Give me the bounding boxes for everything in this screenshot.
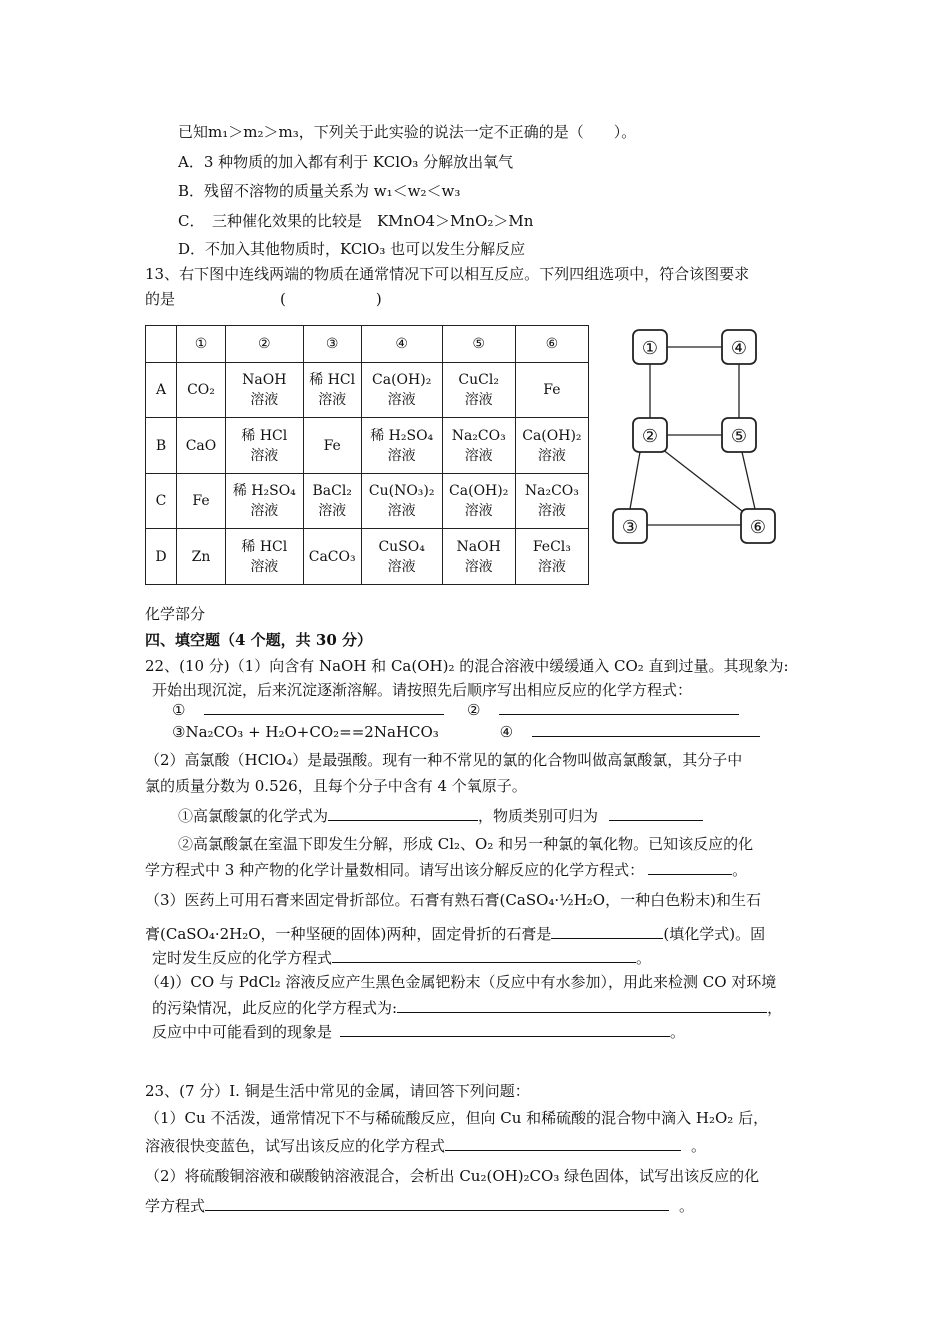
prompt-gypsum: 膏(CaSO₄·2H₂O，一种坚硬的固体)两种，固定骨折的石膏是 <box>145 925 552 943</box>
table-row <box>146 418 589 474</box>
answer-blank-setting-equation[interactable] <box>332 948 636 963</box>
option-cell: Ca(OH)₂ 溶液 <box>361 362 442 418</box>
answer-blank-decomposition[interactable] <box>648 860 732 875</box>
q22-answer-row1 <box>172 700 739 720</box>
prompt-decomposition: 学方程式中 3 种产物的化学计量数相同。请写出该分解反应的化学方程式： <box>145 861 645 879</box>
edge-5-6 <box>742 452 755 509</box>
marker-1: ① <box>172 701 186 719</box>
q22-part4-line2 <box>152 998 782 1018</box>
option-cell: CaO <box>177 418 226 474</box>
row-label: C <box>146 473 177 529</box>
q22-part2-line5 <box>145 860 747 880</box>
table-row <box>146 473 589 529</box>
q12-stem: 已知m₁＞m₂＞m₃，下列关于此实验的说法一定不正确的是（ ）。 <box>178 123 637 141</box>
option-cell: CuSO₄ 溶液 <box>361 529 442 585</box>
q22-part2-line3 <box>178 806 703 826</box>
answer-blank-basic-carbonate[interactable] <box>205 1196 669 1211</box>
option-cell: Fe <box>177 473 226 529</box>
prompt-cu-equation: 溶液很快变蓝色，试写出该反应的化学方程式 <box>145 1137 446 1155</box>
option-cell: BaCl₂ 溶液 <box>303 473 361 529</box>
equation-3: ③Na₂CO₃ + H₂O+CO₂==2NaHCO₃ <box>172 723 439 741</box>
answer-blank-phenomenon[interactable] <box>340 1022 670 1037</box>
table-header-cell: ② <box>226 326 304 363</box>
q22-line2: 开始出现沉淀，后来沉淀逐渐溶解。请按照先后顺序写出相应反应的化学方程式： <box>152 681 693 699</box>
prompt-basic-carbonate: 学方程式 <box>145 1197 206 1215</box>
option-cell: CaCO₃ <box>303 529 361 585</box>
option-cell: 稀 HCl 溶液 <box>303 362 361 418</box>
section-heading: 四、填空题（4 个题，共 30 分） <box>145 631 372 649</box>
option-cell: CO₂ <box>177 362 226 418</box>
option-cell: CuCl₂ 溶液 <box>442 362 515 418</box>
edge-2-3 <box>630 452 640 509</box>
option-cell: 稀 HCl 溶液 <box>226 529 304 585</box>
q23-line3 <box>145 1136 706 1156</box>
option-cell: Cu(NO₃)₂ 溶液 <box>361 473 442 529</box>
option-cell: NaOH 溶液 <box>442 529 515 585</box>
q23-line1: 23、(7 分）I. 铜是生活中常见的金属，请回答下列问题： <box>145 1082 530 1100</box>
answer-blank-cu-equation[interactable] <box>445 1136 681 1151</box>
node-label-2: ② <box>641 426 659 447</box>
row-label: D <box>146 529 177 585</box>
q13-stem-line1: 13、右下图中连线两端的物质在通常情况下可以相互反应。下列四组选项中，符合该图要求 <box>145 265 750 283</box>
prompt-co-equation: 的污染情况，此反应的化学方程式为: <box>152 999 398 1017</box>
option-cell: Na₂CO₃ 溶液 <box>442 418 515 474</box>
table-header-cell: ⑥ <box>515 326 588 363</box>
option-cell: NaOH 溶液 <box>226 362 304 418</box>
q22-part3-line2 <box>145 924 765 944</box>
period: 。 <box>679 1197 695 1215</box>
answer-blank-category[interactable] <box>609 806 703 821</box>
option-cell: FeCl₃ 溶液 <box>515 529 588 585</box>
node-label-4: ④ <box>730 338 748 359</box>
q22-part3-line1: （3）医药上可用石膏来固定骨折部位。石膏有熟石膏(CaSO₄·½H₂O，一种白色粉末)和生石 <box>145 891 761 909</box>
q23-line2: （1）Cu 不活泼，通常情况下不与稀硫酸反应，但向 Cu 和稀硫酸的混合物中滴入 H₂O₂ 后， <box>145 1109 769 1127</box>
table-row <box>146 362 589 418</box>
q13-options-table <box>145 325 589 585</box>
q22-line1: 22、(10 分)（1）向含有 NaOH 和 Ca(OH)₂ 的混合溶液中缓缓通入 CO₂ 直到过量。其现象为: <box>145 657 789 675</box>
prompt-category: ，物质类别可归为 <box>478 807 599 825</box>
prompt-formula: ①高氯酸氯的化学式为 <box>178 807 329 825</box>
table-header-cell: ③ <box>303 326 361 363</box>
table-header-cell: ⑤ <box>442 326 515 363</box>
prompt-gypsum-tail: (填化学式)。固 <box>663 925 766 943</box>
q22-part2-line4: ②高氯酸氯在室温下即发生分解，形成 Cl₂、O₂ 和另一种氯的氧化物。已知该反应的化 <box>178 835 754 853</box>
period: 。 <box>636 949 652 967</box>
row-label: A <box>146 362 177 418</box>
section-part-title: 化学部分 <box>145 605 206 623</box>
answer-blank-1[interactable] <box>204 700 444 715</box>
node-label-1: ① <box>641 338 659 359</box>
answer-blank-4[interactable] <box>532 722 760 737</box>
table-row <box>146 529 589 585</box>
q13-stem-line2: 的是 ( ) <box>145 290 382 308</box>
period: 。 <box>732 861 748 879</box>
option-cell: 稀 H₂SO₄ 溶液 <box>226 473 304 529</box>
q23-line5 <box>145 1196 694 1216</box>
q22-part2-line2: 氯的质量分数为 0.526，且每个分子中含有 4 个氧原子。 <box>145 777 527 795</box>
prompt-setting-equation: 定时发生反应的化学方程式 <box>152 949 333 967</box>
q22-part3-line3 <box>152 948 651 968</box>
marker-2: ② <box>467 701 481 719</box>
option-cell: 稀 HCl 溶液 <box>226 418 304 474</box>
option-cell: Fe <box>515 362 588 418</box>
answer-blank-gypsum[interactable] <box>551 924 663 939</box>
option-cell: 稀 H₂SO₄ 溶液 <box>361 418 442 474</box>
prompt-phenomenon: 反应中中可能看到的现象是 <box>152 1023 333 1041</box>
marker-4: ④ <box>499 723 514 741</box>
q12-option-d: D．不加入其他物质时，KClO₃ 也可以发生分解反应 <box>178 240 526 258</box>
table-header-cell: ① <box>177 326 226 363</box>
option-cell: Ca(OH)₂ 溶液 <box>515 418 588 474</box>
q22-part4-line1: （4)）CO 与 PdCl₂ 溶液反应产生黑色金属钯粉末（反应中有水参加），用此来检测 CO 对环境 <box>145 973 777 991</box>
q22-part4-line3 <box>152 1022 685 1042</box>
table-header-cell: ④ <box>361 326 442 363</box>
row-label: B <box>146 418 177 474</box>
q12-option-b: B．残留不溶物的质量关系为 w₁＜w₂＜w₃ <box>178 182 461 200</box>
option-cell: Na₂CO₃ 溶液 <box>515 473 588 529</box>
option-cell: Ca(OH)₂ 溶液 <box>442 473 515 529</box>
q12-option-a: A．3 种物质的加入都有利于 KClO₃ 分解放出氧气 <box>178 153 514 171</box>
q13-reaction-diagram <box>610 325 790 555</box>
period: 。 <box>670 1023 686 1041</box>
q12-option-c: C． 三种催化效果的比较是 KMnO4＞MnO₂＞Mn <box>178 212 534 230</box>
q22-part2-line1: （2）高氯酸（HClO₄）是最强酸。现有一种不常见的氯的化合物叫做高氯酸氯，其分子中 <box>145 751 743 769</box>
comma: ， <box>767 999 783 1017</box>
table-corner <box>146 326 177 363</box>
option-cell: Fe <box>303 418 361 474</box>
table-header-row <box>146 326 589 363</box>
answer-blank-formula[interactable] <box>328 806 478 821</box>
node-label-6: ⑥ <box>749 517 767 538</box>
edge-2-6 <box>662 449 742 511</box>
q23-line4: （2）将硫酸铜溶液和碳酸钠溶液混合，会析出 Cu₂(OH)₂CO₃ 绿色固体，试写出该反应的化 <box>145 1167 760 1185</box>
answer-blank-2[interactable] <box>499 700 739 715</box>
q22-answer-row2 <box>172 722 760 742</box>
option-cell: Zn <box>177 529 226 585</box>
answer-blank-co-equation[interactable] <box>397 998 767 1013</box>
node-label-3: ③ <box>621 517 639 538</box>
node-label-5: ⑤ <box>730 426 748 447</box>
period: 。 <box>691 1137 707 1155</box>
